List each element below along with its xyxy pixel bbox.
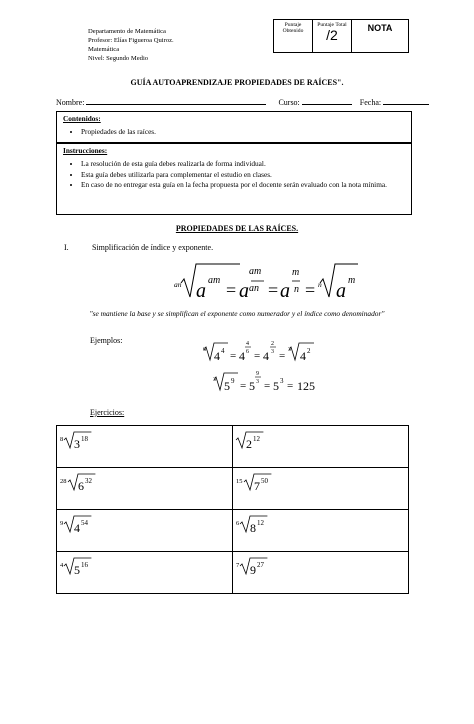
radical-base: 3 xyxy=(74,437,80,451)
section-title: PROPIEDADES DE LAS RAÍCES. xyxy=(175,224,299,233)
puntaje-total-label: Puntaje Total xyxy=(317,22,347,28)
svg-text:6: 6 xyxy=(246,349,249,355)
svg-text:am: am xyxy=(208,275,221,286)
exercises-table xyxy=(56,425,409,594)
page-title: GUÍA AUTOAPRENDIZAJE PROPIEDADES DE RAÍCES". xyxy=(130,78,344,87)
svg-text:=: = xyxy=(230,350,237,362)
nombre-label: Nombre: xyxy=(56,98,85,107)
property-label: Simplificación de índice y exponente. xyxy=(92,243,214,252)
rule-text: "se mantiene la base y se simplifican el exponente como numerador y el índice como denominador" xyxy=(89,309,385,318)
exercise-row xyxy=(57,510,409,552)
exercise-cell[interactable] xyxy=(57,510,233,552)
instrucciones-heading: Instrucciones: xyxy=(63,146,108,155)
svg-text:=: = xyxy=(240,380,247,392)
svg-text:5: 5 xyxy=(273,379,279,393)
svg-text:n: n xyxy=(294,284,299,295)
radical-exponent: 16 xyxy=(81,561,88,569)
svg-text:=: = xyxy=(264,380,271,392)
svg-text:=: = xyxy=(226,280,237,300)
radical-index: 9 xyxy=(60,520,64,527)
ejercicios-label: Ejercicios: xyxy=(90,408,125,417)
svg-text:=: = xyxy=(305,280,316,300)
svg-text:=: = xyxy=(279,350,286,362)
radical-exponent: 12 xyxy=(257,519,264,527)
radical-expression xyxy=(57,426,227,454)
puntaje-obtenido-label: Puntaje Obtenido xyxy=(282,22,304,34)
radical-index: 15 xyxy=(236,478,243,485)
svg-text:6: 6 xyxy=(203,347,206,353)
list-item: • La resolución de esta guía debes realizarla de forma individual. xyxy=(81,159,411,169)
exercise-cell[interactable] xyxy=(233,468,409,510)
svg-text:=: = xyxy=(287,380,294,392)
svg-text:3: 3 xyxy=(256,379,259,385)
radical-base: 2 xyxy=(246,437,252,451)
radical-expression xyxy=(57,468,227,496)
radical-base: 9 xyxy=(250,563,256,577)
svg-text:an: an xyxy=(174,280,182,289)
svg-text:3: 3 xyxy=(288,347,291,353)
radical-base: 4 xyxy=(74,521,80,535)
exercise-cell[interactable] xyxy=(57,426,233,468)
svg-text:3: 3 xyxy=(213,377,216,383)
radical-base: 8 xyxy=(250,521,256,535)
contenidos-heading: Contenidos: xyxy=(63,114,101,123)
svg-text:4: 4 xyxy=(300,349,306,363)
radical-index: 4 xyxy=(60,562,64,569)
radical-exponent: 27 xyxy=(257,561,264,569)
radical-expression xyxy=(233,426,403,454)
svg-text:4: 4 xyxy=(246,341,249,347)
svg-text:a: a xyxy=(196,280,206,302)
radical-index: 28 xyxy=(60,478,67,485)
svg-text:4: 4 xyxy=(239,349,245,363)
svg-text:4: 4 xyxy=(214,349,220,363)
header-line: Departamento de Matemática xyxy=(88,28,166,35)
radical-index: 6 xyxy=(236,520,240,527)
radical-base: 7 xyxy=(254,479,260,493)
nota-label: NOTA xyxy=(367,23,393,33)
radical-index: 7 xyxy=(236,562,240,569)
svg-text:am: am xyxy=(249,266,262,277)
curso-label: Curso: xyxy=(278,98,300,107)
list-item: • Esta guía debes utilizarla para complementar el estudio en clases. xyxy=(81,170,411,180)
exercise-row xyxy=(57,552,409,594)
property-number: I. xyxy=(64,243,69,252)
puntaje-total-value: /2 xyxy=(326,27,338,43)
svg-text:2: 2 xyxy=(307,347,311,355)
svg-text:9: 9 xyxy=(231,377,235,385)
svg-text:=: = xyxy=(254,350,261,362)
fecha-label: Fecha: xyxy=(359,98,382,107)
radical-exponent: 54 xyxy=(81,519,88,527)
svg-text:9: 9 xyxy=(256,371,259,377)
svg-text:=: = xyxy=(268,280,279,300)
header-line: Nivel: Segundo Medio xyxy=(88,55,149,62)
radical-expression xyxy=(57,552,227,580)
svg-text:m: m xyxy=(348,275,356,286)
svg-text:a: a xyxy=(280,280,290,302)
svg-text:an: an xyxy=(249,283,259,294)
exercise-cell[interactable] xyxy=(233,510,409,552)
header-line: Profesor: Elías Figueroa Quiroz. xyxy=(88,37,174,44)
exercise-cell[interactable] xyxy=(57,552,233,594)
svg-text:4: 4 xyxy=(263,349,269,363)
svg-text:3: 3 xyxy=(271,349,274,355)
radical-exponent: 18 xyxy=(81,435,88,443)
radical-expression xyxy=(233,510,403,538)
radical-exponent: 12 xyxy=(253,435,260,443)
exercise-row xyxy=(57,426,409,468)
svg-text:5: 5 xyxy=(249,379,255,393)
svg-text:3: 3 xyxy=(280,377,284,385)
exercise-cell[interactable] xyxy=(233,426,409,468)
radical-exponent: 32 xyxy=(85,477,92,485)
radical-expression xyxy=(233,552,403,580)
radical-base: 5 xyxy=(74,563,80,577)
svg-text:5: 5 xyxy=(224,379,230,393)
svg-text:2: 2 xyxy=(271,341,274,347)
svg-text:125: 125 xyxy=(297,379,315,393)
radical-base: 6 xyxy=(78,479,84,493)
svg-text:a: a xyxy=(239,280,249,302)
svg-text:n: n xyxy=(318,280,322,289)
ejemplos-label: Ejemplos: xyxy=(90,336,123,345)
exercise-cell[interactable] xyxy=(233,552,409,594)
exercise-row xyxy=(57,468,409,510)
svg-text:4: 4 xyxy=(221,347,225,355)
list-item: • En caso de no entregar esta guía en la fecha propuesta por el docente serán evaluado con la nota mínima. xyxy=(81,180,411,190)
radical-expression xyxy=(233,468,403,496)
list-item: • Propiedades de las raíces. xyxy=(81,127,411,137)
svg-text:a: a xyxy=(336,280,346,302)
header-line: Matemática xyxy=(88,46,120,53)
svg-text:m: m xyxy=(292,267,300,278)
exercise-cell[interactable] xyxy=(57,468,233,510)
radical-index: 8 xyxy=(60,436,64,443)
radical-exponent: 50 xyxy=(261,477,268,485)
radical-expression xyxy=(57,510,227,538)
